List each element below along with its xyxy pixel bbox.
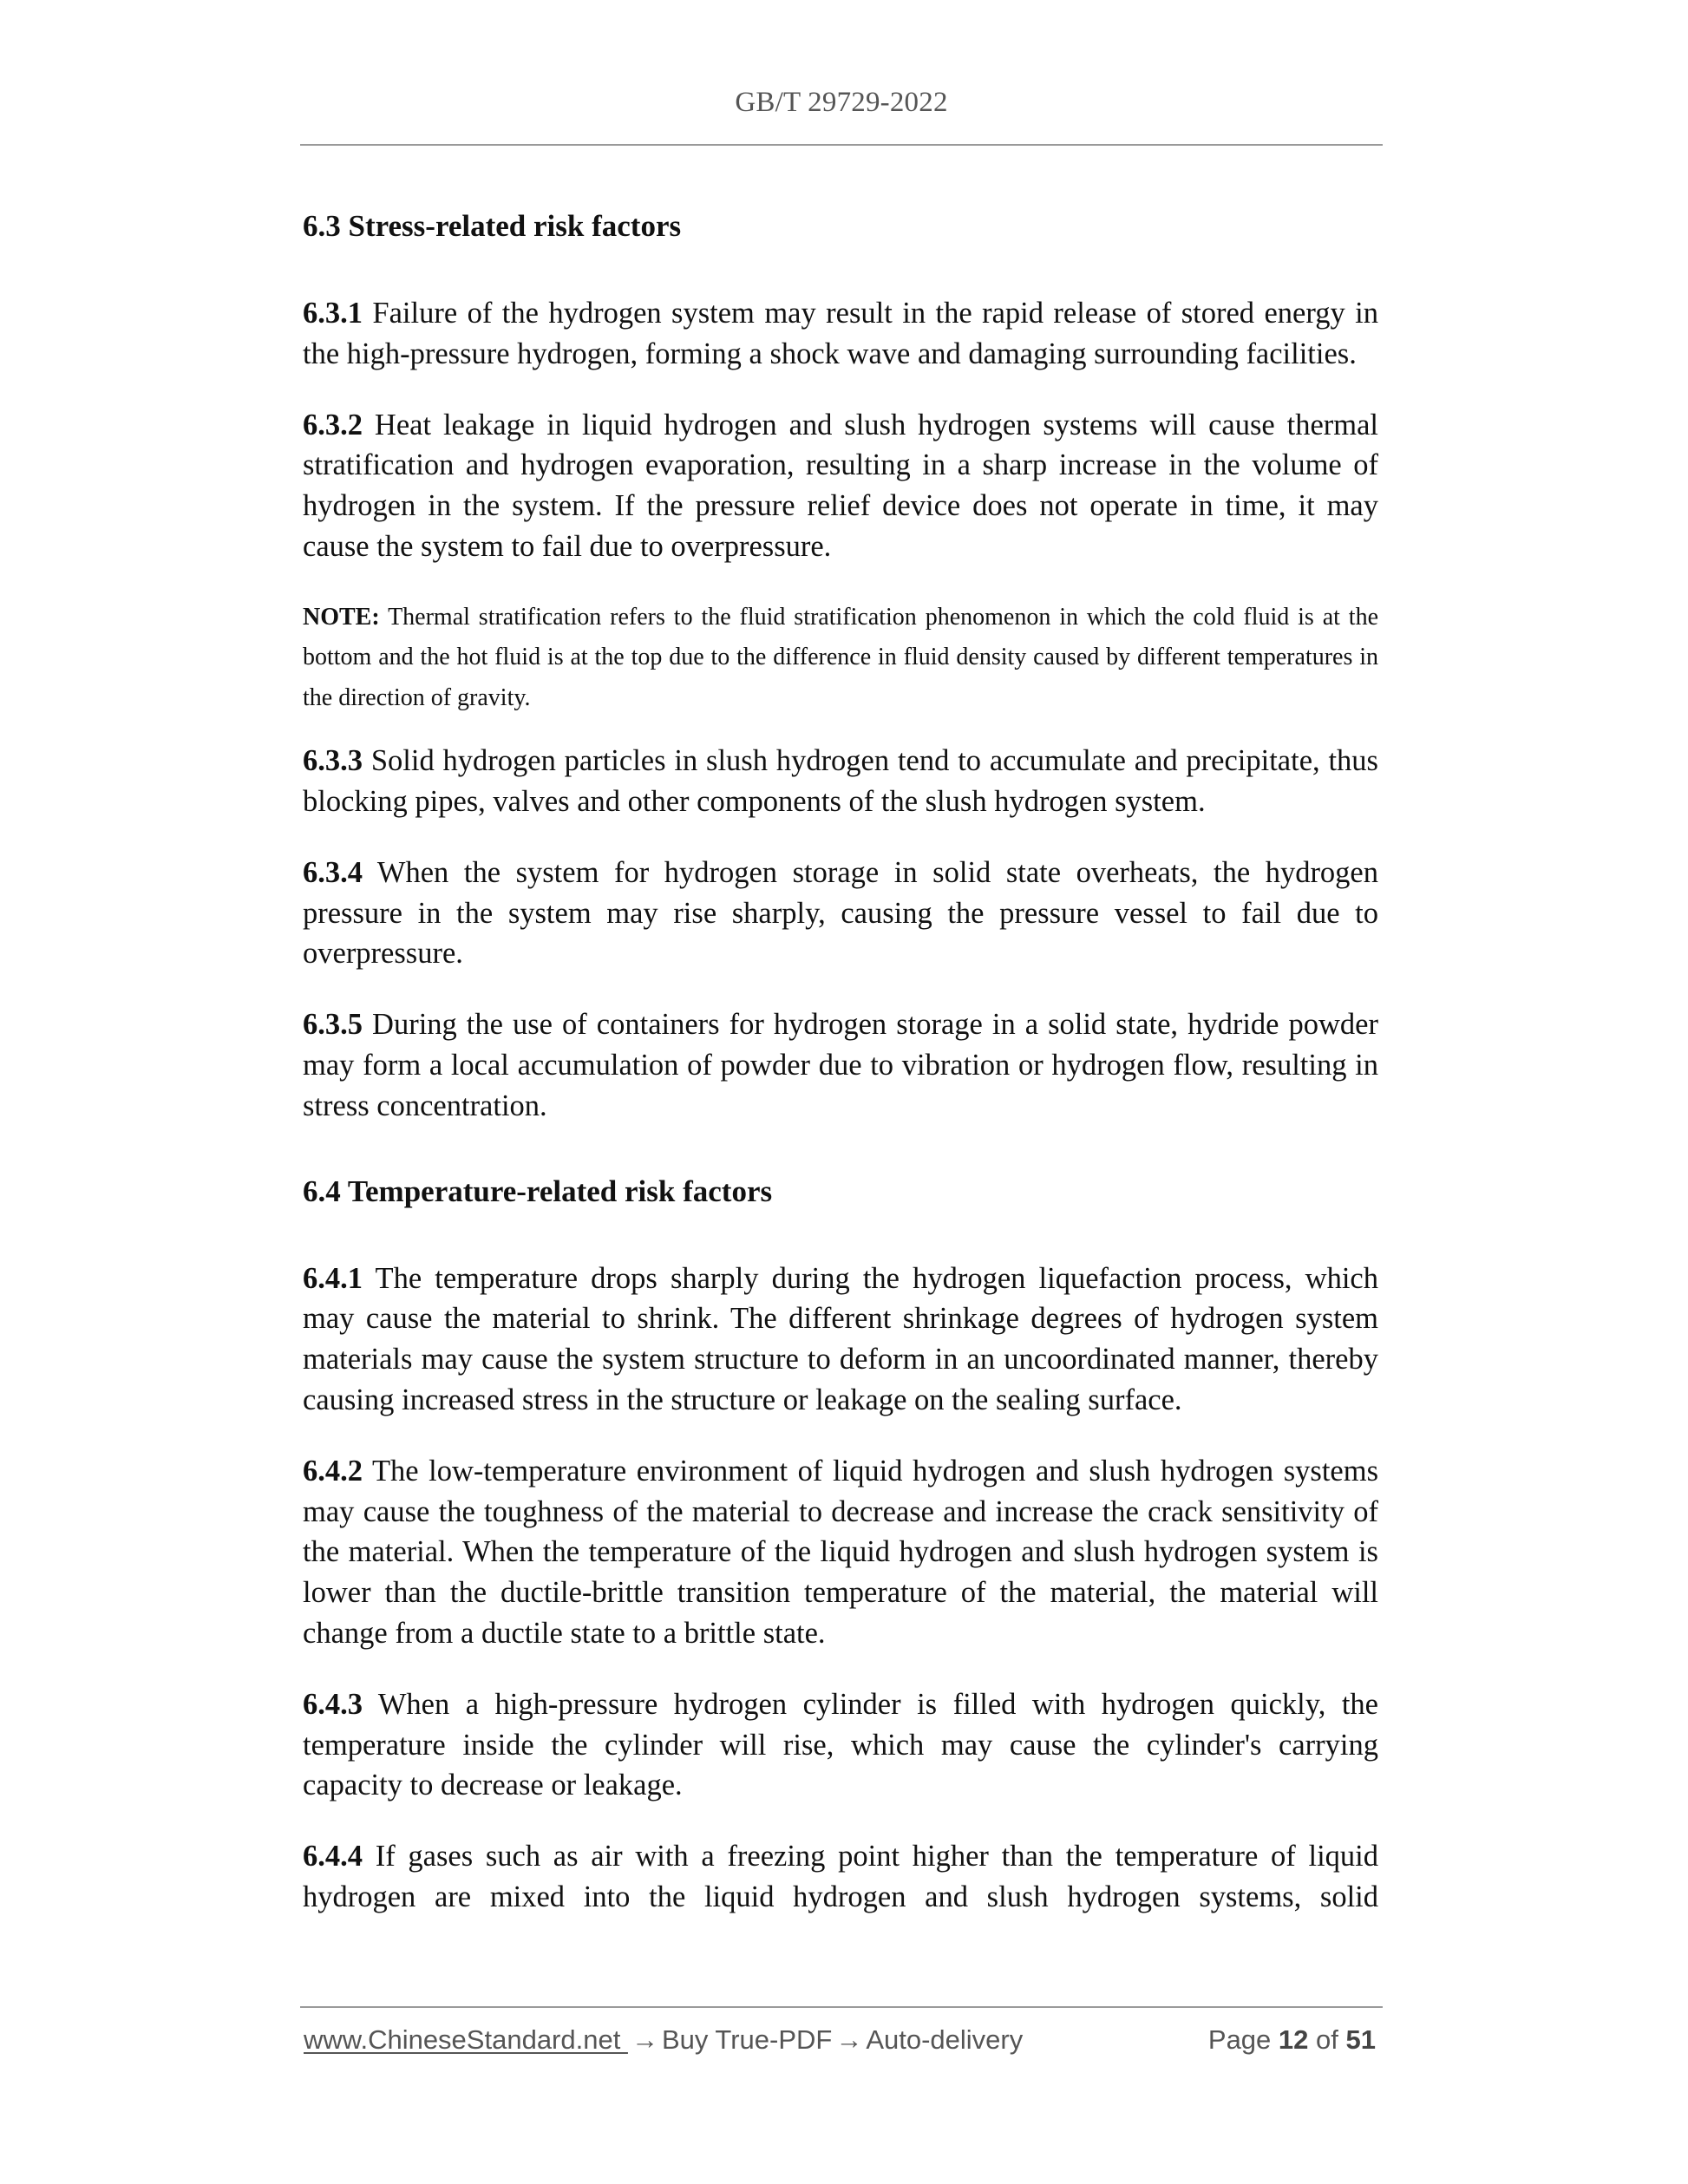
running-header-standard-code: GB/T 29729-2022 — [735, 87, 948, 118]
clause-6-4-4 — [303, 1836, 1378, 1918]
clause-6-3-5 — [303, 1004, 1378, 1126]
note-thermal-stratification — [303, 598, 1378, 719]
clause-text: The temperature drops sharply during the hydrogen liquefaction process, which may cause the material to shrink. The different shrinkage degrees of hydrogen system materials may cause the system structure to deform in an uncoordinated manner, thereby causing increased stress in the structure or leakage on the sealing surface. — [303, 1261, 1378, 1417]
clause-number: 6.4.3 — [303, 1687, 363, 1721]
clause-number: 6.3.2 — [303, 408, 363, 441]
clause-number: 6.4.4 — [303, 1840, 363, 1873]
section-heading-6-3: 6.3 Stress-related risk factors — [303, 209, 682, 243]
clause-6-4-2 — [303, 1451, 1378, 1654]
page-total: 51 — [1345, 2024, 1376, 2055]
clause-6-4-1 — [303, 1259, 1378, 1421]
footer-step-delivery: Auto-delivery — [866, 2024, 1024, 2055]
site-link[interactable]: www.ChineseStandard.net — [304, 2024, 628, 2055]
note-text: Thermal stratification refers to the fluid stratification phenomenon in which the cold fluid is at the bottom and the hot fluid is at the top due to the difference in fluid density caused by different temperatures in the direction of gravity. — [303, 603, 1378, 711]
clause-number: 6.3.1 — [303, 297, 363, 330]
footer-promo — [304, 2024, 1023, 2056]
arrow-right-icon: → — [631, 2024, 658, 2055]
clause-text: Solid hydrogen particles in slush hydrogen tend to accumulate and precipitate, thus blocking pipes, valves and other components of the slush hydrogen system. — [303, 744, 1378, 819]
clause-number: 6.3.4 — [303, 855, 363, 889]
clause-6-3-2 — [303, 405, 1378, 567]
page-label: Page — [1207, 2024, 1272, 2055]
clause-text: During the use of containers for hydrogen storage in a solid state, hydride powder may form a local accumulation of powder due to vibration or hydrogen flow, resulting in stress concentration. — [303, 1008, 1378, 1122]
arrow-right-icon: → — [835, 2024, 863, 2055]
clause-number: 6.3.3 — [303, 744, 363, 778]
clause-number: 6.3.5 — [303, 1008, 363, 1042]
footer-divider — [300, 2006, 1383, 2008]
clause-text: When a high-pressure hydrogen cylinder is filled with hydrogen quickly, the temperature inside the cylinder will rise, which may cause the cylinder's carrying capacity to decrease or leakage. — [303, 1687, 1378, 1802]
clause-number: 6.4.1 — [303, 1261, 363, 1295]
clause-text: The low-temperature environment of liquid hydrogen and slush hydrogen systems may cause the toughness of the material to decrease and increase the crack sensitivity of the material. When the temperature of the liquid hydrogen and slush hydrogen system is lower than the ductile-brittle transition temperature of the material, the material will change from a ductile state to a brittle state. — [303, 1454, 1378, 1651]
section-heading-6-4: 6.4 Temperature-related risk factors — [303, 1174, 773, 1208]
page-current: 12 — [1278, 2024, 1309, 2055]
clause-number: 6.4.2 — [303, 1454, 363, 1488]
page-body — [303, 206, 1378, 1948]
page-indicator — [1208, 2024, 1376, 2056]
clause-text: If gases such as air with a freezing point higher than the temperature of liquid hydrogen are mixed into the liquid hydrogen and slush hydrogen systems, solid — [303, 1840, 1378, 1914]
footer-step-buy: Buy True-PDF — [661, 2024, 833, 2055]
clause-text: Heat leakage in liquid hydrogen and slush hydrogen systems will cause thermal stratification and hydrogen evaporation, resulting in a sharp increase in the volume of hydrogen in the system. If the pressure relief device does not operate in time, it may cause the system to fail due to overpressure. — [303, 408, 1378, 563]
clause-6-3-3 — [303, 741, 1378, 822]
page-of: of — [1316, 2024, 1338, 2055]
clause-text: Failure of the hydrogen system may result in the rapid release of stored energy in the high-pressure hydrogen, forming a shock wave and damaging surrounding facilities. — [303, 297, 1378, 370]
note-label: NOTE: — [303, 603, 380, 631]
page-footer — [304, 2024, 1379, 2068]
clause-6-3-4 — [303, 853, 1378, 974]
clause-text: When the system for hydrogen storage in solid state overheats, the hydrogen pressure in the system may rise sharply, causing the pressure vessel to fail due to overpressure. — [303, 855, 1378, 971]
header-divider — [300, 144, 1383, 146]
clause-6-4-3 — [303, 1684, 1378, 1806]
clause-6-3-1 — [303, 293, 1378, 375]
